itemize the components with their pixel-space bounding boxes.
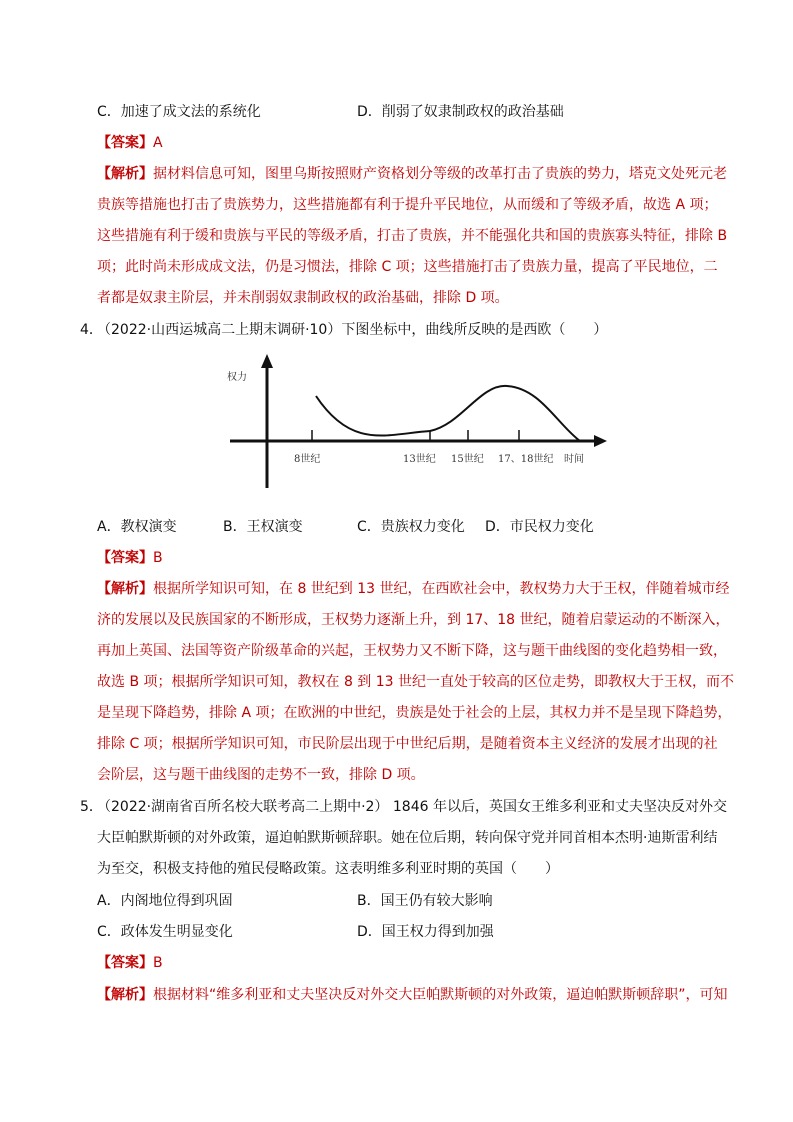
q4-analysis-line: 是呈现下降趋势，排除 A 项；在欧洲的中世纪，贵族是处于社会的上层，其权力并不是呈现下降趋势， [97, 705, 732, 721]
q5-option-c: C．政体发生明显变化 [97, 924, 233, 940]
curve-line [316, 386, 580, 441]
question-number: 4． [80, 322, 103, 338]
answer-tag: 【答案】 [97, 550, 153, 566]
q4-stem: （2022·山西运城高二上期末调研·10）下图坐标中，曲线所反映的是西欧（ ） [97, 322, 608, 338]
q4-analysis-line: 排除 C 项；根据所学知识可知，市民阶层出现于中世纪后期，是随着资本主义经济的发展才出现的社 [97, 736, 718, 752]
q5-option-b: B．国王仍有较大影响 [357, 893, 493, 909]
tick-label: 15世纪 [451, 454, 484, 465]
q3-answer [97, 132, 717, 154]
q5-stem-line: 大臣帕默斯顿的对外政策，逼迫帕默斯顿辞职。她在位后期，转向保守党并同首相本杰明·迪斯雷利结 [97, 830, 718, 846]
question-number: 5． [80, 799, 103, 815]
q4-option-b: B．王权演变 [223, 519, 303, 535]
x-axis-label: 时间 [564, 454, 584, 465]
q4-analysis-line: 会阶层，这与题干曲线图的走势不一致，排除 D 项。 [97, 767, 425, 783]
q3-analysis-line: 这些措施有利于缓和贵族与平民的等级矛盾，打击了贵族，并不能强化共和国的贵族寡头特征，排除 B [97, 228, 728, 244]
q4-chart [222, 354, 607, 502]
answer-value: B [153, 955, 163, 971]
q3-option-d: D．削弱了奴隶制政权的政治基础 [357, 104, 564, 120]
y-axis-label: 权力 [227, 372, 247, 383]
analysis-tag: 【解析】 [97, 166, 153, 182]
q4-option-c: C．贵族权力变化 [357, 519, 465, 535]
q5-stem-line: （2022·湖南省百所名校大联考高二上期中·2） 1846 年以后，英国女王维多利亚和丈夫坚决反对外交 [97, 799, 727, 815]
q5-option-d: D．国王权力得到加强 [357, 924, 494, 940]
q3-analysis-line [97, 163, 727, 185]
tick-label: 8世纪 [294, 454, 321, 465]
q4-analysis-line: 故选 B 项；根据所学知识可知，教权在 8 到 13 世纪一直处于较高的区位走势，即教权大于王权，而不 [97, 674, 735, 690]
q4-analysis-line: 再加上英国、法国等资产阶级革命的兴起，王权势力又不断下降，这与题干曲线图的变化趋势相一致， [97, 643, 727, 659]
q5-stem-line: 为至交，积极支持他的殖民侵略政策。这表明维多利亚时期的英国（ ） [97, 861, 559, 877]
q4-analysis-line [97, 578, 730, 600]
q4-answer [97, 547, 717, 569]
tick-label: 17、18世纪 [498, 454, 554, 465]
analysis-tag: 【解析】 [97, 987, 153, 1003]
q3-analysis-line: 贵族等措施也打击了贵族势力，这些措施都有利于提升平民地位，从而缓和了等级矛盾，故选 A 项； [97, 197, 718, 213]
analysis-text: 根据所学知识可知，在 8 世纪到 13 世纪，在西欧社会中，教权势力大于王权，伴随着城市经 [153, 581, 730, 597]
answer-tag: 【答案】 [97, 955, 153, 971]
x-axis-arrow [594, 435, 607, 447]
analysis-text: 根据材料“维多利亚和丈夫坚决反对外交大臣帕默斯顿的对外政策，逼迫帕默斯顿辞职”，可知 [153, 987, 728, 1003]
q5-option-a: A．内阁地位得到巩固 [97, 893, 233, 909]
answer-tag: 【答案】 [97, 135, 153, 151]
answer-value: A [153, 135, 163, 151]
q5-analysis-line [97, 984, 728, 1006]
q4-option-d: D．市民权力变化 [485, 519, 594, 535]
analysis-tag: 【解析】 [97, 581, 153, 597]
q3-analysis-line: 者都是奴隶主阶层，并未削弱奴隶制政权的政治基础，排除 D 项。 [97, 290, 509, 306]
y-axis-arrow [261, 354, 273, 368]
q3-analysis-line: 项；此时尚未形成成文法，仍是习惯法，排除 C 项；这些措施打击了贵族力量，提高了平民地位，二 [97, 259, 718, 275]
q5-answer [97, 952, 717, 974]
q3-option-c: C．加速了成文法的系统化 [97, 104, 261, 120]
answer-value: B [153, 550, 163, 566]
q4-analysis-line: 济的发展以及民族国家的不断形成，王权势力逐渐上升，到 17、18 世纪，随着启蒙运动的不断深入， [97, 612, 730, 628]
tick-label: 13世纪 [403, 454, 436, 465]
analysis-text: 据材料信息可知，图里乌斯按照财产资格划分等级的改革打击了贵族的势力，塔克文处死元老 [153, 166, 727, 182]
q4-option-a: A．教权演变 [97, 519, 177, 535]
